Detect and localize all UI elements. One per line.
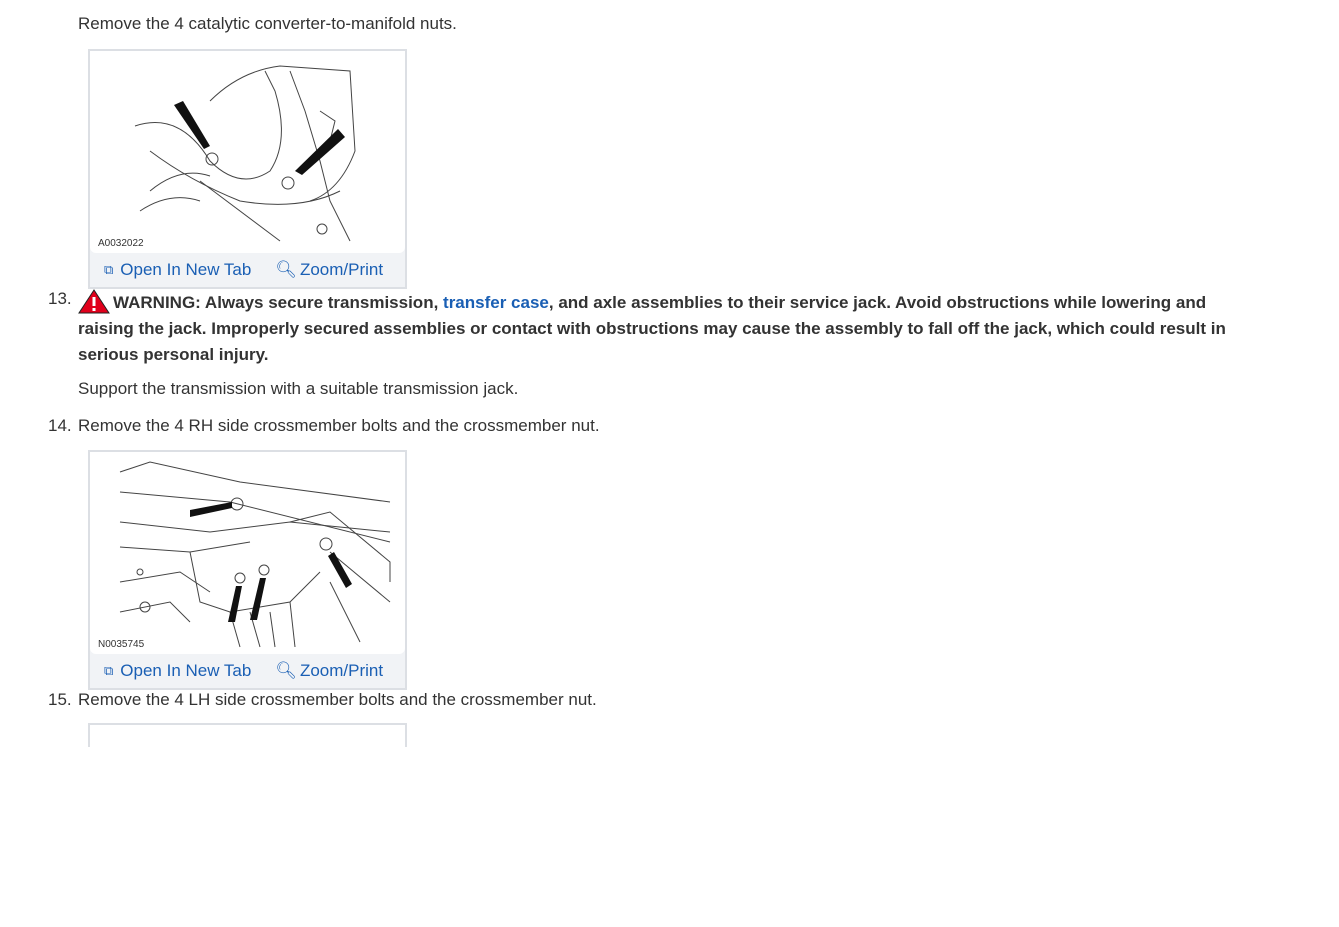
catalytic-converter-illustration [90,51,405,253]
open-in-new-tab-link[interactable]: ⧉ Open In New Tab [104,260,252,279]
step-15-text: Remove the 4 LH side crossmember bolts and the crossmember nut. [78,690,597,709]
illustration[interactable] [90,51,405,253]
open-in-new-tab-link[interactable]: ⧉ Open In New Tab [104,661,252,680]
zoom-in-icon: 🔍︎ [275,260,297,279]
figure-code: A0032022 [98,238,144,249]
step-14-text: Remove the 4 RH side crossmember bolts and the crossmember nut. [78,416,600,435]
warning-icon [78,288,110,314]
transfer-case-link[interactable]: transfer case [443,293,549,312]
step-14-number: 14. [48,416,72,435]
figure-code: N0035745 [98,639,145,650]
step-12-text: Remove the 4 catalytic converter-to-manifold nuts. [78,14,457,33]
figure-next [88,723,407,747]
open-new-tab-icon: ⧉ [104,663,114,678]
zoom-print-link[interactable]: 🔍︎ Zoom/Print [275,661,384,680]
step-13-number: 13. [48,289,72,308]
crossmember-illustration [90,452,405,654]
zoom-print-link[interactable]: 🔍︎ Zoom/Print [275,260,384,279]
figure-a0032022 [88,49,407,289]
warning-text: WARNING: Always secure transmission, transfer case, and axle assemblies to their service jack. Avoid obstructions while lowering and raising the jack. Improperly secured assemblies or contact with obstructions may cause the assembly to fall off the jack, which could result in serious personal injury. [78,288,1238,368]
open-new-tab-icon: ⧉ [104,262,114,277]
illustration[interactable] [90,452,405,654]
figure-n0035745 [88,450,407,690]
zoom-in-icon: 🔍︎ [275,661,297,680]
step-15-number: 15. [48,690,72,709]
step-13-text: Support the transmission with a suitable transmission jack. [78,379,519,398]
